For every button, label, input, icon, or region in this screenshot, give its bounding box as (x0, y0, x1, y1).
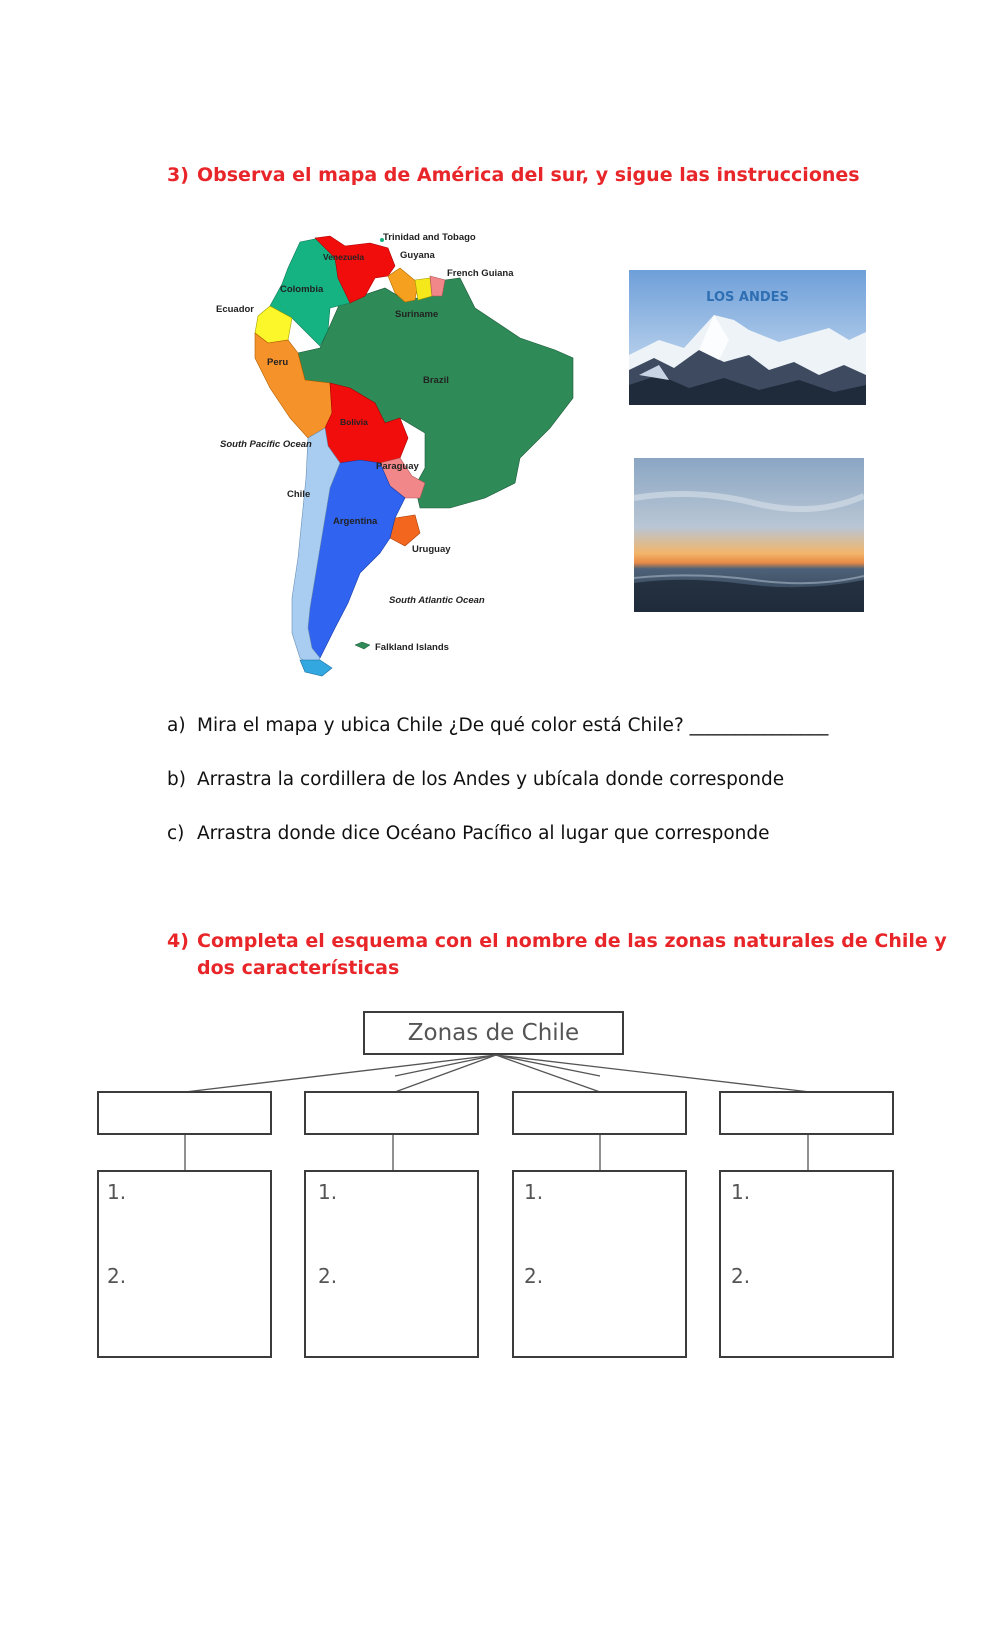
section-4-number: 4) (167, 930, 189, 952)
section-4-heading (167, 928, 947, 982)
map-label-french-guiana: French Guiana (447, 268, 514, 279)
zone-name-box-1[interactable] (97, 1091, 272, 1135)
french-guiana-region (430, 276, 445, 296)
slot-2-label: 2. (107, 1264, 127, 1288)
question-a-text: Mira el mapa y ubica Chile ¿De qué color está Chile? _______________ (197, 715, 829, 736)
diagram-title-box: Zonas de Chile (363, 1011, 624, 1055)
question-a-letter: a) (167, 715, 186, 736)
characteristics-box-3[interactable] (512, 1170, 687, 1358)
section-3-number: 3) (167, 164, 189, 186)
map-label-south-pacific: South Pacific Ocean (220, 439, 312, 450)
map-label-paraguay: Paraguay (376, 461, 419, 472)
map-label-guyana: Guyana (400, 250, 435, 261)
question-b (167, 768, 784, 792)
slot-2-label: 2. (524, 1264, 544, 1288)
slot-2-label: 2. (318, 1264, 338, 1288)
map-label-venezuela: Venezuela (323, 252, 365, 262)
zone-name-box-3[interactable] (512, 1091, 687, 1135)
tierra-del-fuego-region (300, 660, 332, 676)
map-label-falkland: Falkland Islands (375, 642, 449, 653)
map-label-south-atlantic: South Atlantic Ocean (389, 595, 485, 606)
map-label-argentina: Argentina (333, 516, 378, 527)
map-label-bolivia: Bolivia (340, 417, 368, 427)
map-label-colombia: Colombia (280, 284, 324, 295)
zone-name-box-4[interactable] (719, 1091, 894, 1135)
section-4-line1: Completa el esquema con el nombre de las zonas naturales de Chile y (197, 930, 947, 952)
map-label-uruguay: Uruguay (412, 544, 451, 555)
slot-2-label: 2. (731, 1264, 751, 1288)
question-a (167, 714, 828, 738)
section-4-line2: dos características (197, 957, 400, 979)
andes-caption: LOS ANDES (706, 290, 789, 305)
slot-1-label: 1. (731, 1180, 751, 1204)
zone-name-box-2[interactable] (304, 1091, 479, 1135)
characteristics-box-4[interactable] (719, 1170, 894, 1358)
falkland-islands-region (355, 642, 370, 649)
question-b-letter: b) (167, 769, 186, 790)
characteristics-box-1[interactable] (97, 1170, 272, 1358)
characteristics-box-2[interactable] (304, 1170, 479, 1358)
map-label-suriname: Suriname (395, 309, 439, 320)
map-label-chile: Chile (287, 489, 311, 500)
question-c-text: Arrastra donde dice Océano Pacífico al lugar que corresponde (197, 823, 770, 844)
question-c (167, 822, 770, 846)
slot-1-label: 1. (318, 1180, 338, 1204)
question-c-letter: c) (167, 823, 185, 844)
section-3-title: Observa el mapa de América del sur, y sigue las instrucciones (197, 164, 860, 186)
map-label-peru: Peru (267, 357, 289, 368)
suriname-region (415, 278, 432, 300)
map-label-trinidad: Trinidad and Tobago (383, 232, 476, 243)
slot-1-label: 1. (107, 1180, 127, 1204)
question-b-text: Arrastra la cordillera de los Andes y ubícala donde corresponde (197, 769, 785, 790)
ocean-photo[interactable] (634, 458, 864, 612)
andes-photo[interactable] (629, 270, 866, 405)
map-label-ecuador: Ecuador (216, 304, 255, 315)
map-label-brazil: Brazil (423, 375, 449, 386)
south-america-map (216, 228, 580, 698)
slot-1-label: 1. (524, 1180, 544, 1204)
section-3-heading (167, 162, 860, 189)
